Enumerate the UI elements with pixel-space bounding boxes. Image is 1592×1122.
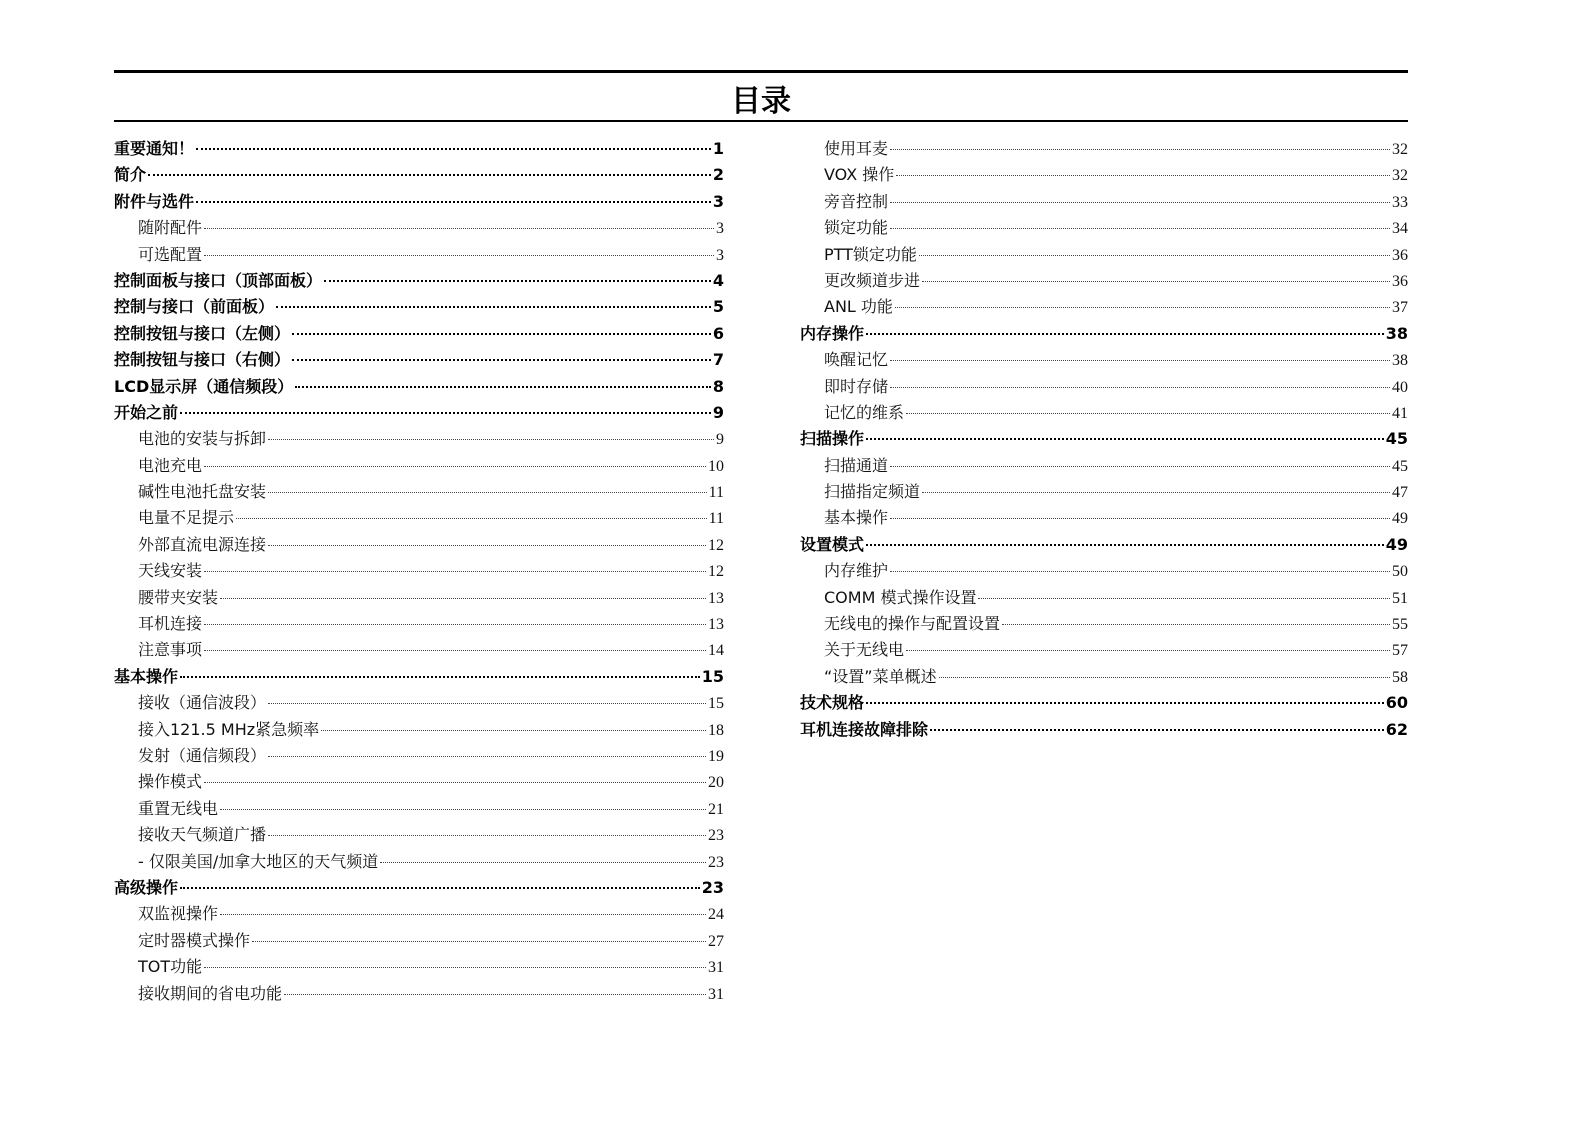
- toc-entry-page-number: 13: [708, 589, 724, 607]
- toc-entry-page-number: 18: [708, 721, 724, 739]
- toc-entry-page-number: 45: [1385, 429, 1408, 449]
- toc-subsection-entry[interactable]: [800, 637, 1408, 663]
- dot-leader: [196, 148, 711, 150]
- toc-entry-label: 接收期间的省电功能: [138, 983, 283, 1003]
- dot-leader: [896, 175, 1390, 176]
- dot-leader: [236, 518, 707, 519]
- toc-subsection-entry[interactable]: [800, 611, 1408, 637]
- toc-entry-page-number: 49: [1385, 534, 1408, 554]
- toc-entry-label: 技术规格: [800, 693, 865, 713]
- toc-entry-page-number: 24: [708, 906, 724, 924]
- dot-leader: [1002, 624, 1390, 625]
- dot-leader: [324, 280, 711, 282]
- toc-section-entry[interactable]: [800, 532, 1408, 558]
- dot-leader: [284, 994, 706, 995]
- toc-entry-page-number: 15: [708, 695, 724, 713]
- toc-section-entry[interactable]: [114, 664, 724, 690]
- dot-leader: [890, 360, 1390, 361]
- toc-entry-label: 重置无线电: [138, 798, 219, 818]
- toc-entry-page-number: 41: [1392, 404, 1408, 422]
- toc-entry-page-number: 12: [708, 536, 724, 554]
- toc-entry-page-number: 33: [1392, 193, 1408, 211]
- toc-entry-page-number: 2: [712, 165, 724, 185]
- toc-section-entry[interactable]: [114, 189, 724, 215]
- dot-leader: [922, 281, 1390, 282]
- toc-entry-label: 控制与接口（前面板）: [114, 297, 275, 317]
- toc-subsection-entry[interactable]: [800, 585, 1408, 611]
- toc-entry-page-number: 36: [1392, 272, 1408, 290]
- toc-entry-page-number: 9: [712, 402, 724, 422]
- toc-subsection-entry[interactable]: [800, 294, 1408, 320]
- dot-leader: [890, 228, 1390, 229]
- toc-entry-page-number: 6: [712, 323, 724, 343]
- toc-entry-page-number: 11: [708, 484, 724, 502]
- dot-leader: [922, 492, 1390, 493]
- toc-subsection-entry[interactable]: [114, 954, 724, 980]
- toc-entry-page-number: 10: [708, 457, 724, 475]
- dot-leader: [978, 598, 1390, 599]
- toc-entry-label: PTT锁定功能: [824, 244, 917, 264]
- toc-subsection-entry[interactable]: [800, 162, 1408, 188]
- toc-subsection-entry[interactable]: [114, 796, 724, 822]
- toc-entry-label: 内存操作: [800, 323, 865, 343]
- toc-entry-page-number: 31: [708, 959, 724, 977]
- dot-leader: [148, 174, 711, 176]
- toc-entry-page-number: 38: [1385, 323, 1408, 343]
- toc-subsection-entry[interactable]: [114, 558, 724, 584]
- toc-entry-page-number: 12: [708, 563, 724, 581]
- toc-entry-label: 电池充电: [138, 455, 203, 475]
- toc-subsection-entry[interactable]: [800, 479, 1408, 505]
- dot-leader: [204, 255, 714, 256]
- toc-entry-page-number: 3: [716, 246, 724, 264]
- toc-section-entry[interactable]: [114, 875, 724, 901]
- toc-section-entry[interactable]: [800, 321, 1408, 347]
- toc-subsection-entry[interactable]: [114, 901, 724, 927]
- toc-entry-label: 内存维护: [824, 561, 889, 581]
- toc-entry-label: 扫描操作: [800, 429, 865, 449]
- toc-entry-page-number: 5: [712, 297, 724, 317]
- dot-leader: [268, 492, 707, 493]
- toc-subsection-entry[interactable]: [114, 585, 724, 611]
- toc-entry-page-number: 57: [1392, 642, 1408, 660]
- toc-entry-label: 天线安装: [138, 561, 203, 581]
- dot-leader: [890, 518, 1390, 519]
- toc-entry-page-number: 58: [1392, 668, 1408, 686]
- toc-entry-label: 接收天气频道广播: [138, 825, 267, 845]
- dot-leader: [204, 782, 706, 783]
- toc-entry-page-number: 36: [1392, 246, 1408, 264]
- dot-leader: [866, 438, 1384, 440]
- dot-leader: [268, 545, 706, 546]
- toc-column-left: [114, 136, 724, 1007]
- toc-entry-page-number: 62: [1385, 719, 1408, 739]
- dot-leader: [292, 333, 711, 335]
- toc-entry-label: 接收（通信波段）: [138, 693, 267, 713]
- toc-section-entry[interactable]: [114, 268, 724, 294]
- toc-entry-page-number: 14: [708, 642, 724, 660]
- toc-entry-page-number: 3: [716, 220, 724, 238]
- toc-entry-label: 锁定功能: [824, 218, 889, 238]
- toc-entry-page-number: 50: [1392, 563, 1408, 581]
- toc-section-entry[interactable]: [114, 347, 724, 373]
- toc-entry-page-number: 21: [708, 800, 724, 818]
- dot-leader: [321, 730, 706, 731]
- dot-leader: [930, 729, 1384, 731]
- dot-leader: [196, 201, 711, 203]
- toc-entry-page-number: 37: [1392, 299, 1408, 317]
- toc-subsection-entry[interactable]: [800, 400, 1408, 426]
- toc-section-entry[interactable]: [800, 717, 1408, 743]
- toc-entry-label: 高级操作: [114, 877, 179, 897]
- dot-leader: [380, 862, 706, 863]
- dot-leader: [906, 650, 1390, 651]
- toc-entry-page-number: 23: [708, 827, 724, 845]
- toc-entry-label: 关于无线电: [824, 640, 905, 660]
- dot-leader: [204, 228, 714, 229]
- dot-leader: [180, 676, 700, 678]
- toc-section-entry[interactable]: [800, 426, 1408, 452]
- toc-entry-label: 操作模式: [138, 772, 203, 792]
- toc-subsection-entry[interactable]: [114, 426, 724, 452]
- dot-leader: [252, 941, 706, 942]
- toc-entry-page-number: 51: [1392, 589, 1408, 607]
- dot-leader: [204, 571, 706, 572]
- toc-entry-label: 设置模式: [800, 534, 865, 554]
- toc-entry-label: 附件与选件: [114, 191, 195, 211]
- toc-entry-label: 耳机连接: [138, 614, 203, 634]
- toc-subsection-entry[interactable]: [114, 981, 724, 1007]
- dot-leader: [890, 387, 1390, 388]
- toc-entry-page-number: 7: [712, 350, 724, 370]
- dot-leader: [204, 650, 706, 651]
- dot-leader: [204, 624, 706, 625]
- header-rule-bottom: [114, 120, 1408, 122]
- toc-subsection-entry[interactable]: [114, 849, 724, 875]
- toc-subsection-entry[interactable]: [800, 268, 1408, 294]
- toc-entry-page-number: 49: [1392, 510, 1408, 528]
- dot-leader: [220, 809, 706, 810]
- toc-entry-label: 腰带夹安装: [138, 587, 219, 607]
- toc-entry-label: 控制按钮与接口（右侧）: [114, 350, 291, 370]
- toc-subsection-entry[interactable]: [114, 637, 724, 663]
- dot-leader: [268, 439, 714, 440]
- toc-entry-label: COMM 模式操作设置: [824, 587, 977, 607]
- toc-entry-label: 发射（通信频段）: [138, 745, 267, 765]
- toc-entry-label: 扫描指定频道: [824, 482, 921, 502]
- toc-subsection-entry[interactable]: [114, 928, 724, 954]
- toc-entry-page-number: 20: [708, 774, 724, 792]
- toc-section-entry[interactable]: [114, 162, 724, 188]
- toc-entry-label: 开始之前: [114, 402, 179, 422]
- toc-entry-page-number: 27: [708, 932, 724, 950]
- dot-leader: [866, 702, 1384, 704]
- toc-subsection-entry[interactable]: [114, 479, 724, 505]
- toc-entry-page-number: 3: [712, 191, 724, 211]
- toc-section-entry[interactable]: [114, 294, 724, 320]
- toc-entry-label: 注意事项: [138, 640, 203, 660]
- toc-entry-label: 简介: [114, 165, 147, 185]
- dot-leader: [268, 703, 706, 704]
- toc-entry-label: 旁音控制: [824, 191, 889, 211]
- toc-entry-page-number: 1: [712, 139, 724, 158]
- toc-subsection-entry[interactable]: [114, 505, 724, 531]
- toc-entry-label: 记忆的维系: [824, 402, 905, 422]
- toc-subsection-entry[interactable]: [800, 347, 1408, 373]
- toc-subsection-entry[interactable]: [800, 215, 1408, 241]
- toc-subsection-entry[interactable]: [114, 242, 724, 268]
- dot-leader: [890, 202, 1390, 203]
- toc-entry-page-number: 47: [1392, 484, 1408, 502]
- toc-entry-page-number: 23: [701, 877, 724, 897]
- dot-leader: [180, 412, 711, 414]
- dot-leader: [866, 544, 1384, 546]
- toc-entry-label: 电量不足提示: [138, 508, 235, 528]
- dot-leader: [890, 149, 1390, 150]
- toc-entry-label: 随附配件: [138, 218, 203, 238]
- dot-leader: [919, 255, 1390, 256]
- toc-entry-page-number: 15: [701, 666, 724, 686]
- dot-leader: [220, 914, 706, 915]
- toc-subsection-entry[interactable]: [800, 453, 1408, 479]
- dot-leader: [292, 359, 711, 361]
- toc-entry-page-number: 4: [712, 270, 724, 290]
- toc-entry-label: 重要通知！: [114, 139, 195, 158]
- toc-entry-label: 耳机连接故障排除: [800, 719, 929, 739]
- toc-entry-label: 即时存储: [824, 376, 889, 396]
- toc-subsection-entry[interactable]: [800, 505, 1408, 531]
- toc-subsection-entry[interactable]: [800, 374, 1408, 400]
- toc-entry-page-number: 60: [1385, 693, 1408, 713]
- dot-leader: [204, 967, 706, 968]
- dot-leader: [295, 386, 711, 388]
- dot-leader: [268, 756, 706, 757]
- toc-entry-page-number: 9: [716, 431, 724, 449]
- toc-subsection-entry[interactable]: [114, 611, 724, 637]
- page-title: 目录: [731, 84, 791, 119]
- toc-entry-label: 双监视操作: [138, 904, 219, 924]
- toc-subsection-entry[interactable]: [114, 717, 724, 743]
- toc-entry-label: 碱性电池托盘安装: [138, 482, 267, 502]
- toc-section-entry[interactable]: [114, 374, 724, 400]
- header-rule-top: [114, 70, 1408, 73]
- toc-section-entry[interactable]: [114, 321, 724, 347]
- toc-section-entry[interactable]: [114, 136, 724, 162]
- toc-entry-label: 接入121.5 MHz紧急频率: [138, 719, 320, 739]
- toc-entry-label: 基本操作: [824, 508, 889, 528]
- dot-leader: [276, 306, 711, 308]
- toc-column-right: [800, 136, 1408, 743]
- toc-entry-page-number: 34: [1392, 220, 1408, 238]
- toc-entry-label: 控制按钮与接口（左侧）: [114, 323, 291, 343]
- toc-entry-label: 电池的安装与拆卸: [138, 429, 267, 449]
- toc-entry-page-number: 38: [1392, 352, 1408, 370]
- toc-subsection-entry[interactable]: [800, 189, 1408, 215]
- toc-entry-page-number: 23: [708, 853, 724, 871]
- dot-leader: [180, 887, 700, 889]
- toc-subsection-entry[interactable]: [114, 453, 724, 479]
- toc-entry-page-number: 45: [1392, 457, 1408, 475]
- dot-leader: [890, 466, 1390, 467]
- dot-leader: [268, 835, 706, 836]
- toc-entry-page-number: 32: [1392, 141, 1408, 158]
- toc-entry-label: “设置”菜单概述: [824, 666, 937, 686]
- toc-entry-label: 外部直流电源连接: [138, 534, 267, 554]
- toc-subsection-entry[interactable]: [114, 690, 724, 716]
- dot-leader: [895, 307, 1390, 308]
- toc-subsection-entry[interactable]: [800, 558, 1408, 584]
- toc-subsection-entry[interactable]: [800, 664, 1408, 690]
- toc-entry-page-number: 19: [708, 747, 724, 765]
- toc-entry-page-number: 32: [1392, 167, 1408, 185]
- dot-leader: [220, 598, 706, 599]
- toc-entry-label: 基本操作: [114, 666, 179, 686]
- toc-entry-page-number: 55: [1392, 616, 1408, 634]
- toc-entry-page-number: 8: [712, 376, 724, 396]
- toc-entry-label: 更改频道步进: [824, 270, 921, 290]
- toc-subsection-entry[interactable]: [114, 822, 724, 848]
- toc-entry-page-number: 13: [708, 616, 724, 634]
- toc-subsection-entry[interactable]: [800, 136, 1408, 162]
- toc-entry-label: - 仅限美国/加拿大地区的天气频道: [138, 851, 379, 871]
- toc-entry-label: 控制面板与接口（顶部面板）: [114, 270, 323, 290]
- toc-subsection-entry[interactable]: [114, 743, 724, 769]
- toc-entry-page-number: 40: [1392, 378, 1408, 396]
- dot-leader: [204, 466, 706, 467]
- dot-leader: [866, 333, 1384, 335]
- toc-entry-label: VOX 操作: [824, 165, 895, 185]
- toc-entry-page-number: 31: [708, 985, 724, 1003]
- toc-entry-label: 使用耳麦: [824, 139, 889, 158]
- toc-section-entry[interactable]: [114, 400, 724, 426]
- toc-entry-label: 无线电的操作与配置设置: [824, 614, 1001, 634]
- toc-entry-label: LCD显示屏（通信频段）: [114, 376, 294, 396]
- toc-subsection-entry[interactable]: [114, 215, 724, 241]
- toc-subsection-entry[interactable]: [800, 242, 1408, 268]
- toc-entry-label: 可选配置: [138, 244, 203, 264]
- toc-entry-label: TOT功能: [138, 957, 203, 977]
- toc-entry-label: 唤醒记忆: [824, 350, 889, 370]
- toc-section-entry[interactable]: [800, 690, 1408, 716]
- toc-entry-page-number: 11: [708, 510, 724, 528]
- dot-leader: [890, 571, 1390, 572]
- toc-subsection-entry[interactable]: [114, 769, 724, 795]
- toc-entry-label: 扫描通道: [824, 455, 889, 475]
- toc-subsection-entry[interactable]: [114, 532, 724, 558]
- dot-leader: [939, 677, 1390, 678]
- toc-entry-label: ANL 功能: [824, 297, 893, 317]
- toc-entry-label: 定时器模式操作: [138, 930, 251, 950]
- dot-leader: [906, 413, 1390, 414]
